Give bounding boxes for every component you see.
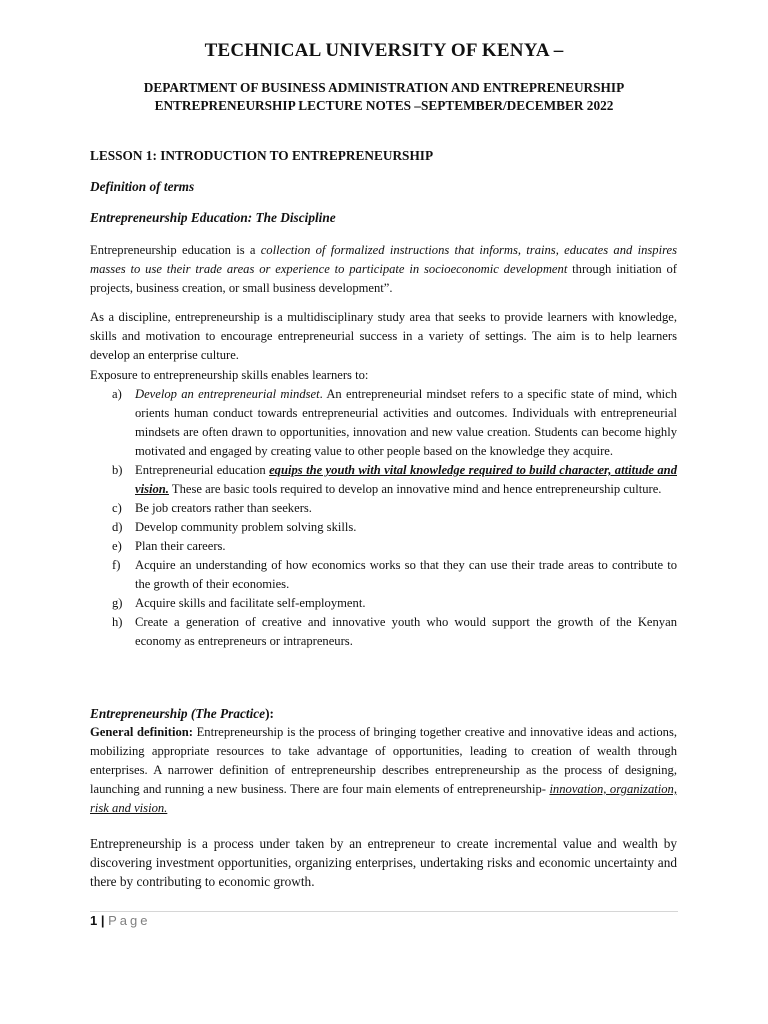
footer-separator: | xyxy=(100,913,105,928)
list-marker: g) xyxy=(112,596,123,610)
general-definition-label: General definition: xyxy=(90,725,193,739)
page-number: 1 xyxy=(90,913,98,928)
exposure-lead-in: Exposure to entrepreneurship skills enables learners to: xyxy=(90,368,369,382)
page-label: Page xyxy=(108,913,151,928)
discipline-paragraph: As a discipline, entrepreneurship is a multidisciplinary study area that seeks to provide learners with knowledge, skills and motivation to encourage entrepreneurial success in a variety of settings. The aim is to help learners develop an enterprise culture. xyxy=(90,310,677,362)
list-marker: b) xyxy=(112,463,123,477)
emphasis-text: equips the youth with vital knowledge required to build character, attitude and vision. xyxy=(135,463,677,496)
list-item: h) Create a generation of creative and innovative youth who would support the growth of the Kenyan economy as entrepreneurs or intrapreneurs. xyxy=(112,615,677,648)
list-item: f) Acquire an understanding of how economics works so that they can use their trade areas to contribute to the growth of their economies. xyxy=(112,558,677,591)
list-marker: a) xyxy=(112,387,122,401)
list-item: a) Develop an entrepreneurial mindset. An entrepreneurial mindset refers to a specific state of mind, which orients human conduct towards entrepreneurial activities and outcomes. Individuals with entrepreneurial mindsets are often drawn to opportunities, innovation and new value creation. Students can become highly motivated and engaged by creating value to other people based on the knowledge they acquire. xyxy=(112,387,677,458)
four-elements-text: innovation, organization, risk and vision. xyxy=(90,782,677,815)
practice-heading: Entrepreneurship (The Practice): xyxy=(90,706,274,721)
list-item: e) Plan their careers. xyxy=(90,537,677,556)
list-marker: c) xyxy=(112,501,122,515)
definition-italic-text: collection of formalized instructions that informs, trains, educates and inspires masses to use their trade areas or experience to participate in socioeconomic development xyxy=(90,243,677,276)
discipline-heading: Entrepreneurship Education: The Discipline xyxy=(90,210,336,225)
list-marker: f) xyxy=(112,558,121,572)
lecture-notes-title: ENTREPRENEURSHIP LECTURE NOTES –SEPTEMBER/DECEMBER 2022 xyxy=(154,98,614,113)
footer-divider xyxy=(90,911,678,912)
definition-of-terms-heading: Definition of terms xyxy=(90,179,195,194)
learner-outcomes-list xyxy=(90,385,677,651)
general-definition-paragraph: General definition: Entrepreneurship is the process of bringing together creative and innovative ideas and actions, mobilizing appropriate resources to take advantage of opportunities, leading to creation of wealth through enterprises. A narrower definition of entrepreneurship describes entrepreneurship as the process of designing, launching and running a new business. There are four main elements of entrepreneurship- innovation, organization, risk and vision. xyxy=(90,725,677,815)
list-item: b) Entrepreneurial education equips the youth with vital knowledge required to build character, attitude and vision. These are basic tools required to develop an innovative mind and hence entrepreneurship culture. xyxy=(112,463,677,496)
list-marker: e) xyxy=(112,539,122,553)
list-item: d) Develop community problem solving skills. xyxy=(90,518,677,537)
education-definition-paragraph: Entrepreneurship education is a collection of formalized instructions that informs, trains, educates and inspires masses to use their trade areas or experience to participate in socioeconomic development through initiation of projects, business creation, or small business development”. xyxy=(90,243,677,295)
list-item: g) Acquire skills and facilitate self-employment. xyxy=(90,594,677,613)
list-marker: h) xyxy=(112,615,123,629)
list-marker: d) xyxy=(112,520,123,534)
department-title: DEPARTMENT OF BUSINESS ADMINISTRATION AND ENTREPRENEURSHIP xyxy=(143,80,625,95)
page-footer xyxy=(90,913,151,928)
university-title: TECHNICAL UNIVERSITY OF KENYA – xyxy=(204,40,564,61)
lesson-heading: LESSON 1: INTRODUCTION TO ENTREPRENEURSHIP xyxy=(90,148,434,163)
list-item: c) Be job creators rather than seekers. xyxy=(90,499,677,518)
process-paragraph: Entrepreneurship is a process under taken by an entrepreneur to create incremental value and wealth by discovering investment opportunities, organizing enterprises, undertaking risks and economic uncertainty and there by contributing to economic growth. xyxy=(90,836,677,889)
